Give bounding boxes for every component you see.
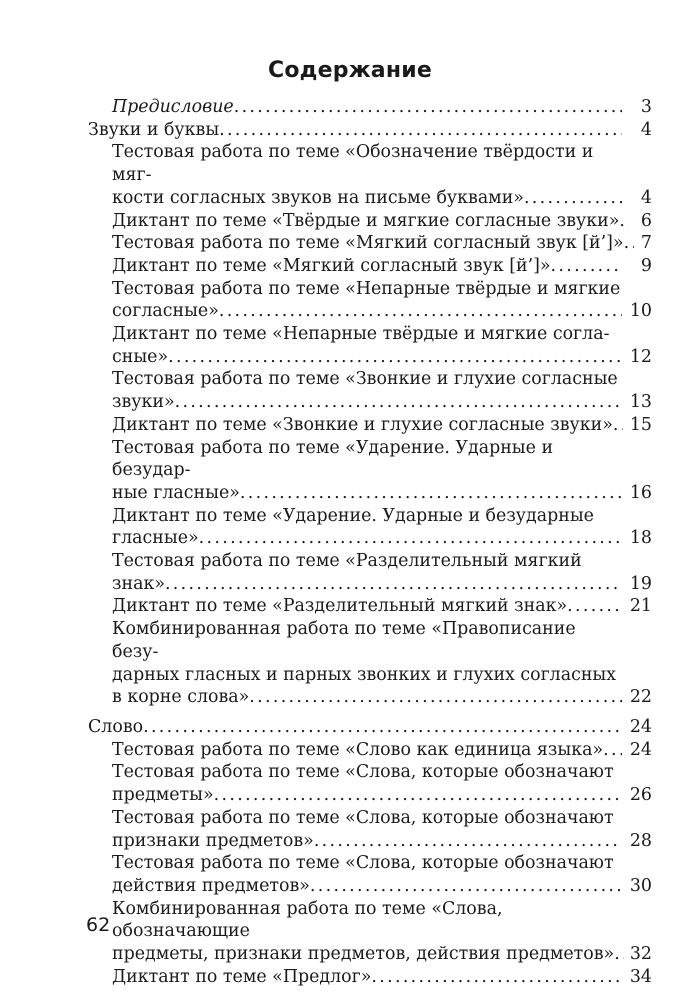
dot-leader xyxy=(175,391,622,414)
toc-entry xyxy=(88,232,652,255)
toc-page-number: 9 xyxy=(640,255,652,276)
toc-page-number: 24 xyxy=(629,739,652,760)
toc-page-number: 19 xyxy=(629,573,652,594)
toc-entry xyxy=(88,505,652,550)
toc-page-number: 16 xyxy=(629,482,652,503)
toc-entry xyxy=(88,550,652,595)
dot-leader xyxy=(165,573,622,596)
toc-entry xyxy=(88,414,652,437)
toc-section-entry xyxy=(88,119,652,142)
toc-entry xyxy=(88,761,652,806)
toc-entry-title: Диктант по теме «Звонкие и глухие согласные звуки» xyxy=(112,414,613,435)
dot-leader xyxy=(249,686,622,709)
dot-leader xyxy=(234,96,622,119)
toc-page-number: 18 xyxy=(629,528,652,549)
toc-entry-title: в корне слова» xyxy=(112,687,250,708)
toc-page-number: 7 xyxy=(640,233,652,254)
dot-leader xyxy=(551,255,622,278)
toc-page-number: 10 xyxy=(629,301,652,322)
dot-leader xyxy=(240,482,622,505)
toc-entry-title: Диктант по теме «Мягкий согласный звук [й’]» xyxy=(112,255,551,276)
toc-entry xyxy=(88,210,652,233)
toc-entry-line: Тестовая работа по теме «Ударение. Ударные и безудар- xyxy=(112,437,554,481)
table-of-contents xyxy=(88,96,652,988)
toc-entry-title: признаки предметов» xyxy=(112,830,314,851)
toc-page-number: 24 xyxy=(629,716,652,737)
toc-section-entry xyxy=(88,716,652,739)
toc-entry xyxy=(88,966,652,989)
dot-leader xyxy=(314,830,622,853)
dot-leader xyxy=(567,595,622,618)
toc-entry xyxy=(88,278,652,323)
toc-entry xyxy=(88,323,652,368)
toc-entry-title: сные» xyxy=(112,346,169,367)
toc-entry xyxy=(88,368,652,413)
toc-entry-line: Комбинированная работа по теме «Правописание безу- xyxy=(112,619,576,662)
toc-entry-line: Диктант по теме «Непарные твёрдые и мягкие согла- xyxy=(112,324,610,345)
toc-entry-line: Тестовая работа по теме «Слова, которые обозначают xyxy=(112,807,614,828)
toc-entry-title: звуки» xyxy=(112,392,175,413)
toc-entry-title: Звуки и буквы xyxy=(88,119,220,140)
dot-leader xyxy=(168,346,622,369)
toc-page-number: 32 xyxy=(629,944,652,965)
toc-entry xyxy=(88,595,652,618)
toc-page-number: 26 xyxy=(629,785,652,806)
dot-leader xyxy=(371,966,622,989)
toc-entry-title: Диктант по теме «Предлог» xyxy=(112,966,372,987)
toc-entry-line: Комбинированная работа по теме «Слова, обозначающие xyxy=(112,898,503,942)
toc-entry-title: действия предметов» xyxy=(112,875,310,896)
toc-entry-title: знак» xyxy=(112,573,165,594)
toc-entry xyxy=(88,255,652,278)
dot-leader xyxy=(214,784,622,807)
toc-entry-title: гласные» xyxy=(112,528,199,549)
toc-page-number: 30 xyxy=(629,875,652,896)
dot-leader xyxy=(310,875,622,898)
toc-entry-title: Диктант по теме «Твёрдые и мягкие согласные звуки» xyxy=(112,210,620,231)
toc-entry xyxy=(88,807,652,852)
toc-entry xyxy=(88,437,652,505)
toc-page-number: 13 xyxy=(629,392,652,413)
toc-entry-title: кости согласных звуков на письме буквами» xyxy=(112,187,524,208)
toc-page-number: 21 xyxy=(629,596,652,617)
toc-entry-line: Тестовая работа по теме «Звонкие и глухие согласные xyxy=(112,369,618,390)
toc-entry-line: Тестовая работа по теме «Разделительный мягкий xyxy=(112,551,582,572)
toc-entry xyxy=(88,96,652,119)
toc-entry-title: согласные» xyxy=(112,301,219,322)
toc-entry-title: Тестовая работа по теме «Слово как единица языка» xyxy=(112,739,604,760)
toc-page-number: 4 xyxy=(640,187,652,208)
toc-page-number: 28 xyxy=(629,830,652,851)
toc-entry-title: ные гласные» xyxy=(112,482,240,503)
page-title: Содержание xyxy=(268,58,432,83)
dot-leader xyxy=(603,739,622,762)
toc-page-number: 22 xyxy=(629,687,652,708)
toc-entry-line: Тестовая работа по теме «Слова, которые обозначают xyxy=(112,853,614,874)
toc-entry-line: Тестовая работа по теме «Слова, которые обозначают xyxy=(112,762,614,783)
page-number: 62 xyxy=(86,914,111,936)
dot-leader xyxy=(219,300,622,323)
section-gap xyxy=(88,709,652,716)
dot-leader xyxy=(524,187,622,210)
toc-entry-title: предметы, признаки предметов, действия предметов» xyxy=(112,944,615,965)
toc-entry-title: Предисловие xyxy=(112,97,234,117)
toc-entry xyxy=(88,852,652,897)
toc-entry-line: Диктант по теме «Ударение. Ударные и безударные xyxy=(112,505,594,526)
toc-page-number: 15 xyxy=(629,414,652,435)
toc-entry-line: дарных гласных и парных звонких и глухих согласных xyxy=(112,664,617,685)
toc-entry-title: Слово xyxy=(88,716,144,737)
toc-entry-title: предметы» xyxy=(112,785,214,806)
toc-page-number: 4 xyxy=(640,119,652,140)
toc-entry-line: Тестовая работа по теме «Обозначение твёрдости и мяг- xyxy=(112,142,594,186)
toc-entry xyxy=(88,141,652,209)
toc-entry-title: Диктант по теме «Разделительный мягкий знак» xyxy=(112,596,568,617)
toc-entry-title: Тестовая работа по теме «Мягкий согласный звук [й’]» xyxy=(112,233,624,254)
toc-entry xyxy=(88,618,652,709)
toc-entry xyxy=(88,898,652,966)
toc-page-number: 34 xyxy=(629,966,652,987)
dot-leader xyxy=(143,716,622,739)
dot-leader xyxy=(199,527,622,550)
toc-page-number: 12 xyxy=(629,346,652,367)
dot-leader xyxy=(219,119,622,142)
toc-page-number: 3 xyxy=(640,97,652,117)
toc-page-number: 6 xyxy=(640,210,652,231)
toc-entry-line: Тестовая работа по теме «Непарные твёрдые и мягкие xyxy=(112,278,621,299)
toc-entry xyxy=(88,739,652,762)
